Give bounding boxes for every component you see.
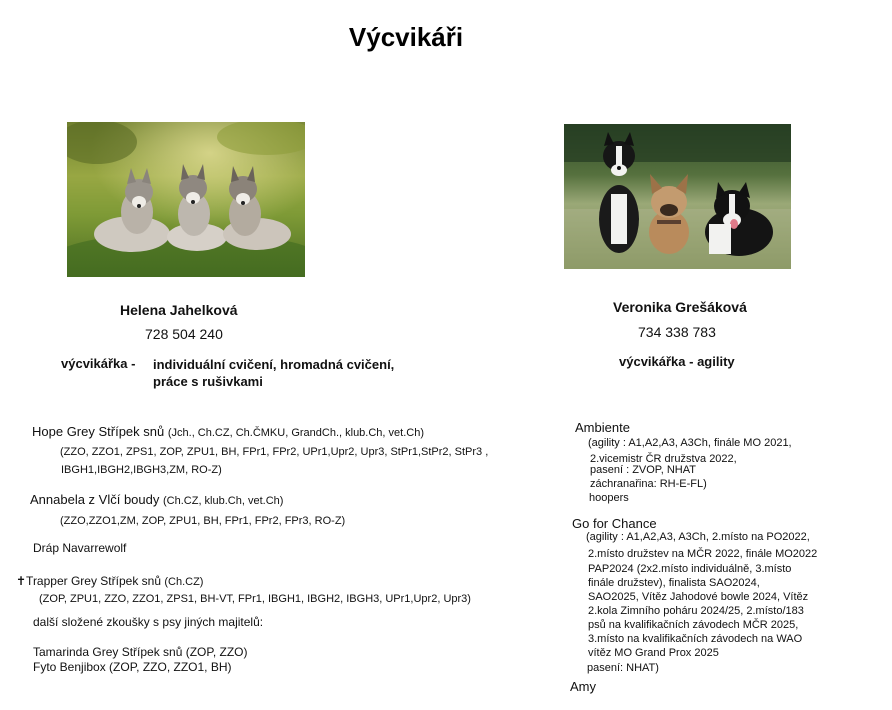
dog-exams: (ZZO,ZZO1,ZM, ZOP, ZPU1, BH, FPr1, FPr2, FPr3, RO-Z) — [60, 515, 346, 527]
dog-exams: 2.vicemistr ČR družstva 2022, — [590, 453, 737, 465]
dog-exams: (agility : A1,A2,A3, A3Ch, finále MO 2021, — [588, 437, 792, 449]
other-dogs-heading: další složené zkoušky s psy jiných majitelů: — [33, 615, 264, 629]
dog-exams: (ZOP, ZPU1, ZZO, ZZO1, ZPS1, BH-VT, FPr1, IBGH1, IBGH2, IBGH3, UPr1,Upr2, Upr3) — [39, 593, 471, 605]
dog-exams: (ZZO, ZZO1, ZPS1, ZOP, ZPU1, BH, FPr1, FPr2, UPr1,Upr2, Upr3, StPr1,StPr2, StPr3 , — [60, 446, 489, 458]
role-line2-left: práce s rušivkami — [153, 374, 263, 389]
trainer-phone-left: 728 504 240 — [145, 326, 223, 342]
dog-entry-hope — [32, 424, 424, 439]
dog-entry-trapper — [16, 574, 203, 588]
other-dog-line: Fyto Benjibox (ZOP, ZZO, ZZO1, BH) — [33, 660, 232, 674]
dog-titles: (Ch.CZ, klub.Ch, vet.Ch) — [163, 495, 284, 507]
trainer-name-right: Veronika Grešáková — [613, 299, 747, 315]
dog-exams: hoopers — [589, 492, 629, 504]
dog-exams: 2.kola Zimního poháru 2024/25, 2.místo/183 — [588, 605, 804, 617]
three-dogs-photo — [564, 124, 791, 269]
dog-name: ✝Trapper Grey Střípek snů — [16, 574, 161, 588]
dog-entry-drap: Dráp Navarrewolf — [33, 541, 127, 555]
dog-exams: (agility : A1,A2,A3, A3Ch, 2.místo na PO2022, — [586, 531, 810, 543]
dog-exams: finále družstev), finalista SAO2024, — [588, 577, 760, 589]
role-label-left: výcvikářka - — [61, 356, 136, 371]
role-line1-left: individuální cvičení, hromadná cvičení, — [153, 357, 395, 372]
other-dog-line: Tamarinda Grey Střípek snů (ZOP, ZZO) — [33, 645, 248, 659]
dog-exams: 3.místo na kvalifikačních závodech na WAO — [588, 633, 803, 645]
dog-name: Annabela z Vlčí boudy — [30, 492, 160, 507]
dog-entry-amy: Amy — [570, 679, 596, 694]
dog-entry-go-for-chance: Go for Chance — [572, 516, 657, 531]
dog-exams: vítěz MO Grand Prox 2025 — [588, 647, 719, 659]
dog-titles: (Ch.CZ) — [164, 576, 204, 588]
dog-exams: psů na kvalifikačních závodech MČR 2025, — [588, 619, 799, 631]
three-wolfdogs-photo — [67, 122, 305, 277]
dog-entry-annabela — [30, 492, 283, 507]
dog-exams: pasení : ZVOP, NHAT — [590, 464, 696, 476]
page-title: Výcvikáři — [348, 22, 464, 52]
dog-exams: SAO2025, Vítěz Jahodové bowle 2024, Vítěz — [588, 591, 809, 603]
dog-exams: IBGH1,IBGH2,IBGH3,ZM, RO-Z) — [61, 464, 222, 476]
trainer-phone-right: 734 338 783 — [638, 324, 716, 340]
dog-name: Hope Grey Střípek snů — [32, 424, 165, 439]
role-right: výcvikářka - agility — [619, 354, 735, 369]
dog-titles: (Jch., Ch.CZ, Ch.ČMKU, GrandCh., klub.Ch, vet.Ch) — [167, 427, 424, 439]
dog-exams: PAP2024 (2x2.místo individuálně, 3.místo — [588, 563, 792, 575]
dog-exams: 2.místo družstev na MČR 2022, finále MO2022 — [588, 548, 818, 560]
dog-exams: záchranařina: RH-E-FL) — [590, 478, 707, 490]
trainer-name-left: Helena Jahelková — [120, 302, 238, 318]
dog-entry-ambiente: Ambiente — [575, 420, 630, 435]
dog-exams: pasení: NHAT) — [587, 662, 659, 674]
